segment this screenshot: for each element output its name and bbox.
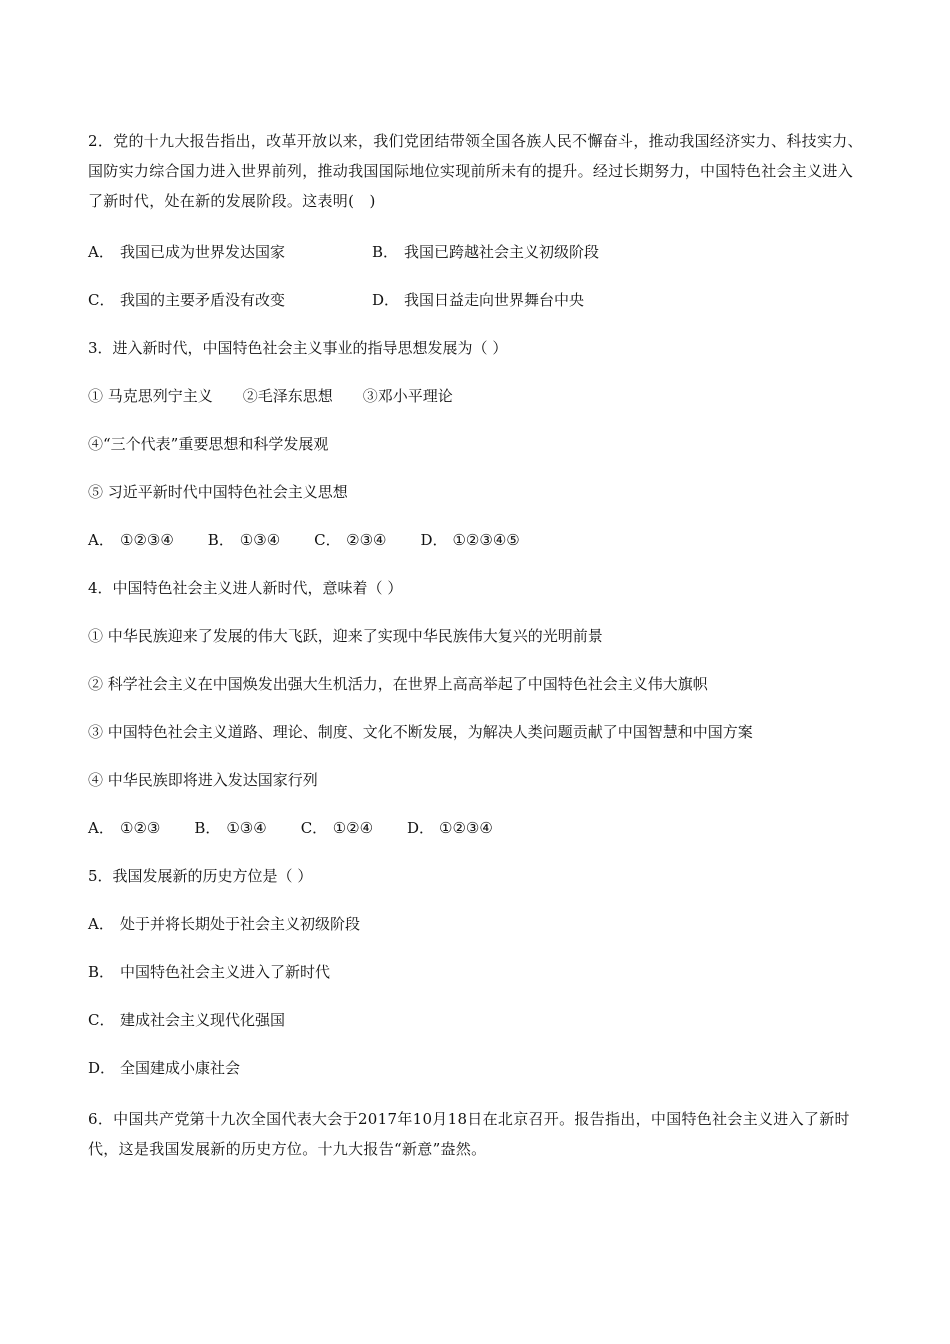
q4-option-d: D． ①②③④ (407, 819, 493, 837)
q4-stem: 4．中国特色社会主义进人新时代，意味着（ ） (88, 579, 403, 597)
q4-item-3: ③ 中国特色社会主义道路、理论、制度、文化不断发展，为解决人类问题贡献了中国智慧和中国方案 (88, 723, 753, 741)
q2-option-b: B． 我国已跨越社会主义初级阶段 (372, 243, 600, 261)
q2-option-d: D． 我国日益走向世界舞台中央 (372, 291, 585, 309)
q3-item-2: ④“三个代表”重要思想和科学发展观 (88, 435, 329, 453)
q3-options-row (88, 528, 868, 552)
q2-options-row-2 (88, 288, 868, 312)
q4-item-4: ④ 中华民族即将进入发达国家行列 (88, 771, 318, 789)
q3-option-c: C． ②③④ (314, 531, 387, 549)
q2-option-a: A． 我国已成为世界发达国家 (88, 243, 286, 261)
q4-option-a: A． ①②③ (88, 819, 161, 837)
q4-item-2: ② 科学社会主义在中国焕发出强大生机活力，在世界上高高举起了中国特色社会主义伟大旗帜 (88, 675, 708, 693)
q2-stem: 2．党的十九大报告指出，改革开放以来，我们党团结带领全国各族人民不懈奋斗，推动我国经济实力、科技实力、国防实力综合国力进入世界前列，推动我国国际地位实现前所未有的提升。经过长期努力，中国特色社会主义进入了新时代，处在新的发展阶段。这表明( ) (88, 132, 863, 210)
q5-option-d: D． 全国建成小康社会 (88, 1059, 241, 1077)
q2-option-c: C． 我国的主要矛盾没有改变 (88, 291, 286, 309)
q4-option-b: B． ①③④ (194, 819, 267, 837)
q5-option-c: C． 建成社会主义现代化强国 (88, 1011, 286, 1029)
document-page (88, 126, 868, 1164)
q3-option-d: D． ①②③④⑤ (420, 531, 520, 549)
q3-item-1: ① 马克思列宁主义 ②毛泽东思想 ③邓小平理论 (88, 387, 453, 405)
q2-options-row-1 (88, 240, 868, 264)
q4-options-row (88, 816, 868, 840)
q5-stem: 5．我国发展新的历史方位是（ ） (88, 867, 313, 885)
q4-option-c: C． ①②④ (300, 819, 374, 837)
q4-item-1: ① 中华民族迎来了发展的伟大飞跃，迎来了实现中华民族伟大复兴的光明前景 (88, 627, 603, 645)
q3-option-b: B． ①③④ (207, 531, 281, 549)
q3-item-3: ⑤ 习近平新时代中国特色社会主义思想 (88, 483, 348, 501)
q5-option-a: A． 处于并将长期处于社会主义初级阶段 (88, 915, 361, 933)
q5-option-b: B． 中国特色社会主义进入了新时代 (88, 963, 331, 981)
q3-stem: 3．进入新时代，中国特色社会主义事业的指导思想发展为（ ） (88, 339, 508, 357)
q6-stem: 6．中国共产党第十九次全国代表大会于2017年10月18日在北京召开。报告指出，中国特色社会主义进入了新时代，这是我国发展新的历史方位。十九大报告“新意”盎然。 (88, 1110, 850, 1158)
q3-option-a: A． ①②③④ (88, 531, 174, 549)
